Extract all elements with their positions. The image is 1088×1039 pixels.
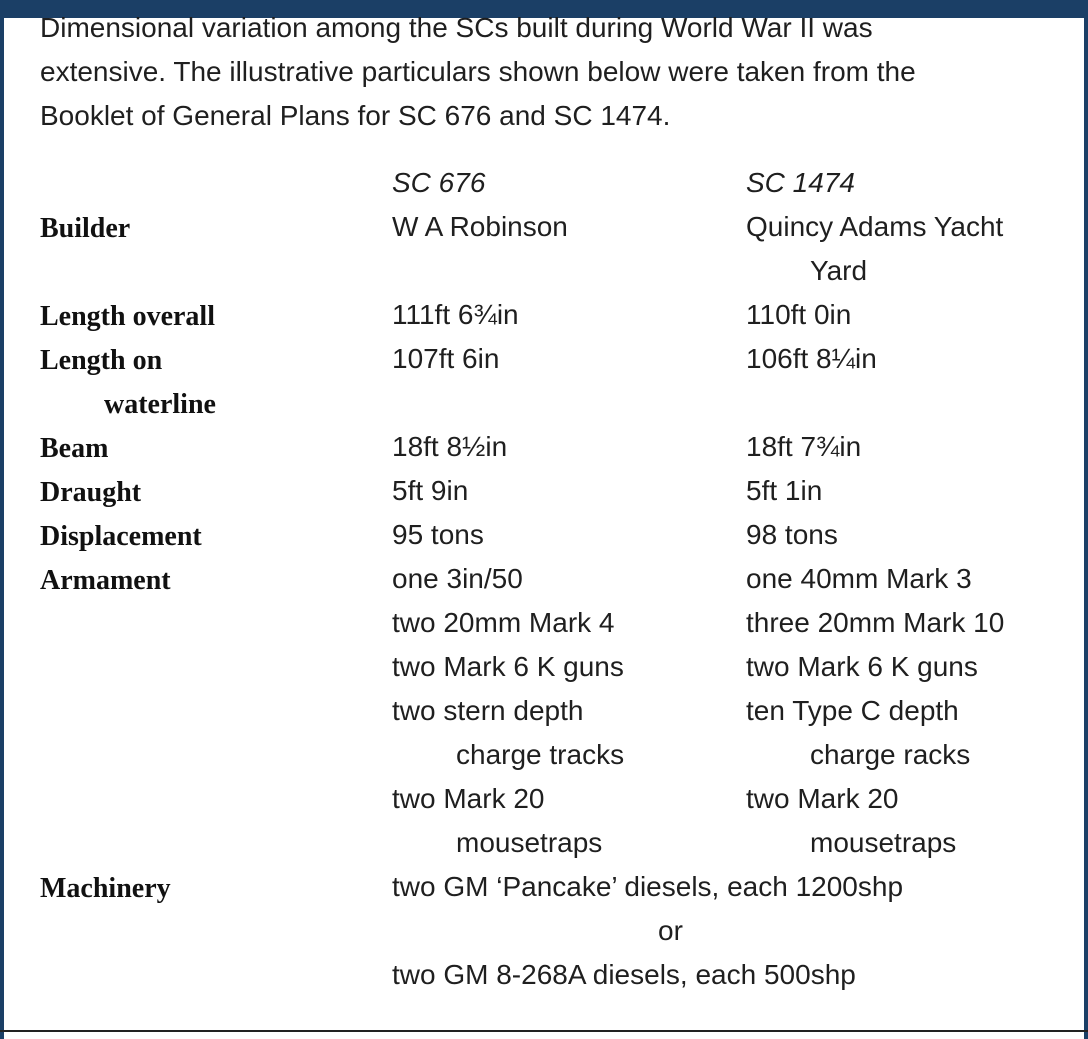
displacement-sc1474: 98 tons	[746, 519, 838, 550]
armament-sc1474-item-continued: charge racks	[810, 739, 971, 770]
length-overall-sc676: 111ft 6¾in	[392, 299, 519, 330]
row-label-machinery: Machinery	[40, 873, 171, 904]
intro-paragraph	[40, 6, 1070, 138]
machinery-option-1: two GM ‘Pancake’ diesels, each 1200shp	[392, 871, 904, 902]
row-label-displacement: Displacement	[40, 521, 202, 552]
bottom-rule	[0, 1030, 1088, 1032]
right-frame-border	[1084, 18, 1088, 1039]
length-waterline-sc1474: 106ft 8¼in	[746, 343, 877, 374]
armament-sc676-item: two Mark 6 K guns	[392, 651, 624, 682]
row-label-armament: Armament	[40, 565, 171, 596]
armament-sc676-item-continued: charge tracks	[456, 739, 625, 770]
row-label-builder: Builder	[40, 213, 131, 244]
armament-sc1474-item: two Mark 20	[746, 783, 899, 814]
armament-sc676-item: one 3in/50	[392, 563, 523, 594]
intro-line: Dimensional variation among the SCs built during World War II was	[40, 12, 873, 43]
armament-sc676-item: two stern depth	[392, 695, 584, 726]
machinery-or: or	[658, 915, 683, 946]
column-header-sc676: SC 676	[392, 167, 486, 198]
armament-sc1474-item: three 20mm Mark 10	[746, 607, 1005, 638]
armament-sc1474-item: ten Type C depth	[746, 695, 959, 726]
row-label-length-overall: Length overall	[40, 301, 215, 332]
left-frame-border	[0, 18, 4, 1039]
beam-sc1474: 18ft 7¾in	[746, 431, 862, 462]
machinery-option-2: two GM 8-268A diesels, each 500shp	[392, 959, 856, 990]
builder-sc1474-continued: Yard	[810, 255, 868, 286]
row-label-beam: Beam	[40, 433, 109, 464]
displacement-sc676: 95 tons	[392, 519, 484, 550]
draught-sc676: 5ft 9in	[392, 475, 469, 506]
row-label-draught: Draught	[40, 477, 142, 508]
length-overall-sc1474: 110ft 0in	[746, 299, 852, 330]
row-label-length-waterline: Length on	[40, 345, 163, 376]
armament-sc1474-item-continued: mousetraps	[810, 827, 957, 858]
column-header-sc1474: SC 1474	[746, 167, 855, 198]
builder-sc1474: Quincy Adams Yacht	[746, 211, 1004, 242]
length-waterline-sc676: 107ft 6in	[392, 343, 500, 374]
draught-sc1474: 5ft 1in	[746, 475, 823, 506]
armament-sc676-item: two 20mm Mark 4	[392, 607, 615, 638]
builder-sc676: W A Robinson	[392, 211, 568, 242]
row-label-length-waterline-continued: waterline	[104, 389, 216, 420]
intro-line: extensive. The illustrative particulars shown below were taken from the	[40, 56, 916, 87]
armament-sc676-item-continued: mousetraps	[456, 827, 603, 858]
beam-sc676: 18ft 8½in	[392, 431, 508, 462]
armament-sc676-item: two Mark 20	[392, 783, 545, 814]
intro-line: Booklet of General Plans for SC 676 and SC 1474.	[40, 100, 671, 131]
armament-sc1474-item: one 40mm Mark 3	[746, 563, 972, 594]
armament-sc1474-item: two Mark 6 K guns	[746, 651, 978, 682]
